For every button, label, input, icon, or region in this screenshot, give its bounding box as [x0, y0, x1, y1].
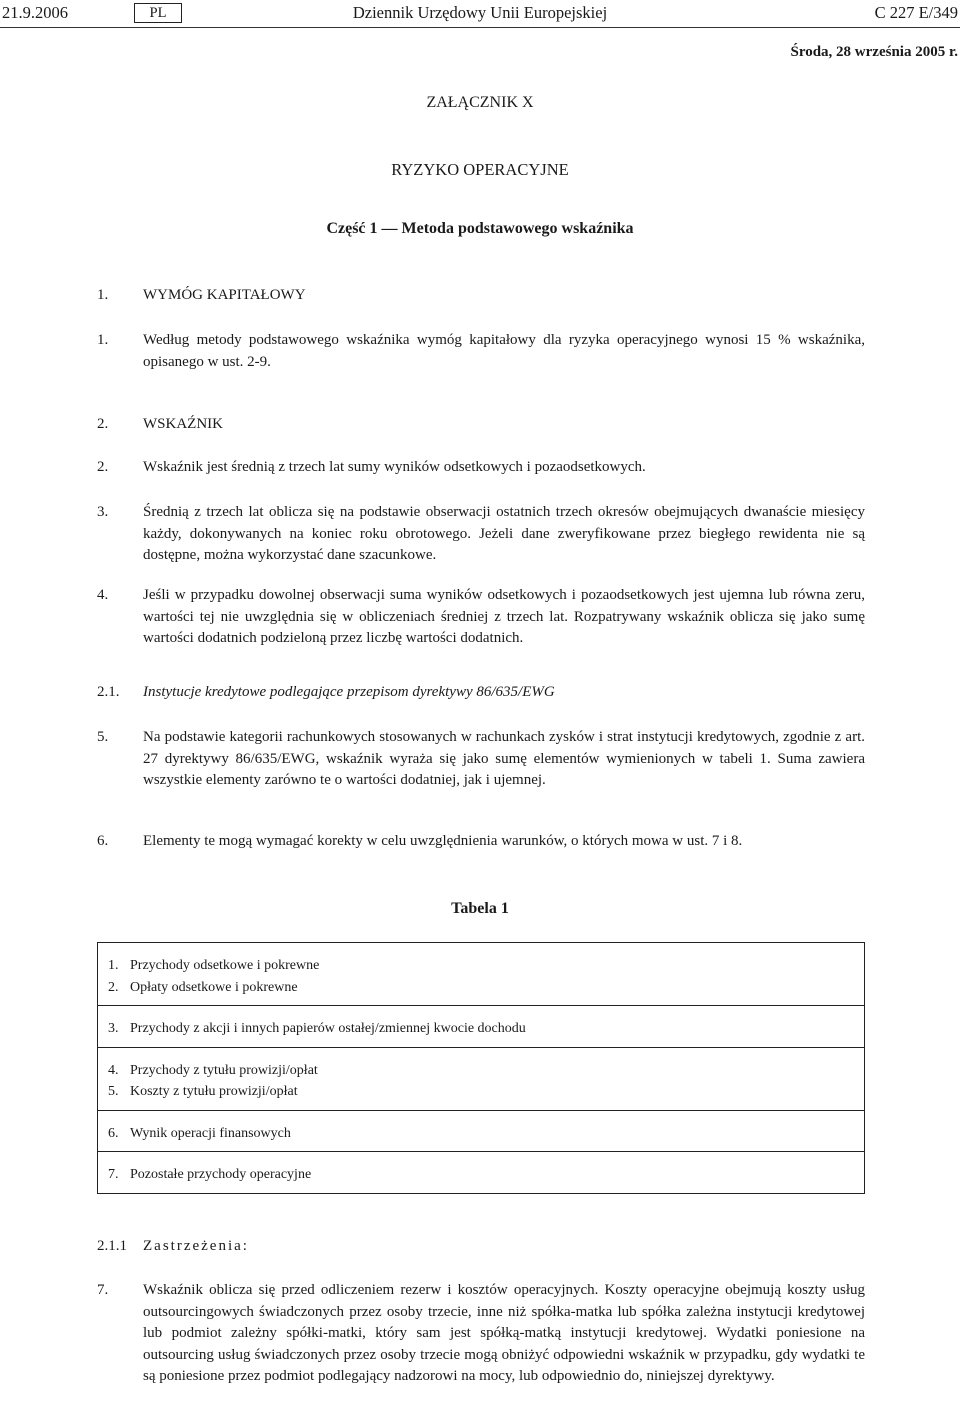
paragraph-1 — [97, 330, 865, 373]
table-title: Tabela 1 — [451, 900, 509, 917]
header-divider — [0, 27, 960, 28]
page-reference: C 227 E/349 — [874, 3, 958, 22]
annex-title: RYZYKO OPERACYJNE — [391, 160, 569, 179]
row-label: Przychody z akcji i innych papierów ostałej/zmiennej kwocie dochodu — [130, 1021, 526, 1036]
paragraph-text: Na podstawie kategorii rachunkowych stosowanych w rachunkach zysków i strat instytucji kredytowych, zgodnie z art. 27 dyrektywy 86/635/EWG, wskaźnik wyraża się jako sumę elementów wymienionych w tabeli 1. Suma zawiera wszystkie elementy zarówno te o wartości dodatniej, jak i ujemnej. — [143, 729, 865, 788]
paragraph-6 — [97, 831, 865, 853]
table-group — [98, 1005, 864, 1047]
table-group — [98, 1047, 864, 1110]
row-number: 7. — [108, 1167, 119, 1182]
row-number: 1. — [108, 958, 119, 973]
paragraph-number: 1. — [97, 332, 109, 348]
table-row — [108, 1081, 854, 1103]
table-row — [108, 1164, 854, 1186]
paragraph-7 — [97, 1280, 865, 1388]
row-label: Opłaty odsetkowe i pokrewne — [130, 979, 298, 995]
paragraph-text: Według metody podstawowego wskaźnika wymóg kapitałowy dla ryzyka operacyjnego wynosi 15 % wskaźnika, opisanego w ust. 2-9. — [143, 332, 865, 370]
section-heading-2 — [97, 416, 223, 433]
row-number: 5. — [108, 1084, 119, 1099]
publication-date: 21.9.2006 — [2, 3, 68, 22]
table-group — [98, 1110, 864, 1152]
section-number: 2.1.1 — [97, 1238, 127, 1254]
row-number: 4. — [108, 1062, 119, 1078]
journal-title: Dziennik Urzędowy Unii Europejskiej — [352, 3, 608, 22]
section-heading-1 — [97, 287, 306, 304]
paragraph-number: 2. — [97, 459, 109, 475]
table-row — [108, 1060, 854, 1082]
annex-heading: ZAŁĄCZNIK X — [426, 94, 534, 111]
paragraph-text: Wskaźnik jest średnią z trzech lat sumy wyników odsetkowych i pozaodsetkowych. — [143, 459, 646, 475]
table-group — [98, 943, 864, 1005]
row-label: Przychody odsetkowe i pokrewne — [130, 958, 320, 973]
row-label: Wynik operacji finansowych — [130, 1125, 291, 1141]
part-title: Część 1 — Metoda podstawowego wskaźnika — [326, 220, 634, 237]
sitting-date: Środa, 28 września 2005 r. — [790, 44, 958, 60]
section-heading-2-1 — [97, 684, 555, 701]
section-number: 2.1. — [97, 684, 120, 700]
paragraph-number: 3. — [97, 504, 109, 520]
paragraph-number: 6. — [97, 833, 109, 849]
paragraph-text: Średnią z trzech lat oblicza się na podstawie obserwacji ostatnich trzech okresów obejmujących dwanaście miesięcy każdy, dokonywanych na koniec roku obrotowego. Jeżeli dane zweryfikowane przez biegłego rewidenta nie są dostępne, można wykorzystać dane szacunkowe. — [143, 504, 865, 563]
row-label: Koszty z tytułu prowizji/opłat — [130, 1084, 298, 1099]
table-row — [108, 1018, 854, 1040]
section-title: Zastrzeżenia: — [143, 1238, 249, 1254]
paragraph-number: 7. — [97, 1282, 109, 1298]
paragraph-text: Wskaźnik oblicza się przed odliczeniem rezerw i kosztów operacyjnych. Koszty operacyjne obejmują koszty usług outsourcingowych świadczonych przez osoby trzecie, inne niż spółka-matka lub spółka zależna instytucji kredytowej lub podmiot zależny spółki-matki, który sam jest spółką-matką instytucji kredytowej. Wydatki poniesione na outsourcing usług świadczonych przez osoby trzecie mogą obniżyć odpowiedni wskaźnik w przypadku, gdy wydatki te są poniesione przez podmiot podlegający nadzorowi na mocy, lub odpowiednio do, niniejszej dyrektywy. — [143, 1282, 865, 1384]
section-title: WYMÓG KAPITAŁOWY — [143, 287, 306, 303]
section-heading-2-1-1 — [97, 1238, 249, 1255]
row-number: 2. — [108, 979, 119, 995]
paragraph-3 — [97, 502, 865, 567]
paragraph-text: Elementy te mogą wymagać korekty w celu uwzględnienia warunków, o których mowa w ust. 7 i 8. — [143, 833, 743, 849]
table-row — [108, 977, 854, 999]
section-title: WSKAŹNIK — [143, 416, 223, 432]
paragraph-text: Jeśli w przypadku dowolnej obserwacji suma wyników odsetkowych i pozaodsetkowych jest ujemna lub równa zeru, wartości tej nie uwzględnia się w obliczeniach średniej z trzech lat. Rozpatrywany wskaźnik oblicza się jako sumę wartości dodatnich podzieloną przez liczbę wartości dodatnich. — [143, 587, 865, 646]
paragraph-5 — [97, 727, 865, 792]
table-row — [108, 1123, 854, 1145]
paragraph-2 — [97, 457, 865, 479]
table-row — [108, 955, 854, 977]
section-number: 1. — [97, 287, 109, 303]
paragraph-number: 5. — [97, 729, 109, 745]
section-number: 2. — [97, 416, 109, 432]
row-number: 6. — [108, 1125, 119, 1141]
table-group — [98, 1151, 864, 1193]
income-items-table — [97, 942, 865, 1194]
row-label: Pozostałe przychody operacyjne — [130, 1167, 312, 1182]
paragraph-number: 4. — [97, 587, 109, 603]
paragraph-4 — [97, 585, 865, 650]
row-label: Przychody z tytułu prowizji/opłat — [130, 1062, 318, 1078]
section-title: Instytucje kredytowe podlegające przepisom dyrektywy 86/635/EWG — [143, 684, 555, 700]
language-badge: PL — [134, 3, 182, 23]
row-number: 3. — [108, 1021, 119, 1036]
